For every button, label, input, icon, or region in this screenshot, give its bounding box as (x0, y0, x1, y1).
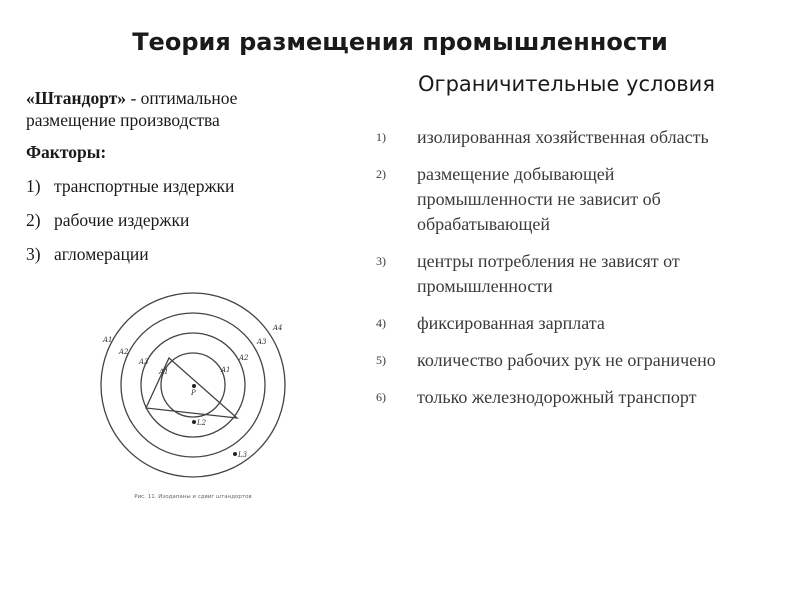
factor-item (26, 175, 326, 197)
constraint-number: 5) (376, 353, 386, 367)
constraints-heading: Ограничительные условия (418, 72, 715, 96)
constraint-item (376, 311, 776, 336)
constraint-item (376, 125, 776, 150)
constraint-text: количество рабочих рук не ограничено (417, 350, 716, 370)
label-a2-right: A2 (239, 354, 249, 362)
factor-item (26, 209, 326, 231)
constraint-number: 4) (376, 316, 386, 330)
point-p (192, 384, 196, 388)
left-column (26, 87, 326, 277)
constraint-item (376, 249, 776, 299)
point-l3 (233, 452, 237, 456)
factors-label: Факторы: (26, 142, 107, 162)
label-a4-right: A4 (273, 324, 283, 332)
standort-definition (26, 87, 326, 131)
standort-term: «Штандорт» (26, 88, 127, 108)
constraint-number: 2) (376, 167, 386, 181)
label-a1-outer: A1 (103, 336, 113, 344)
label-a1-right: A1 (221, 366, 231, 374)
constraint-number: 6) (376, 390, 386, 404)
label-a2-outer: A2 (119, 348, 129, 356)
factor-text: агломерации (54, 244, 149, 264)
constraint-number: 1) (376, 130, 386, 144)
constraint-item (376, 348, 776, 373)
factor-number: 1) (26, 176, 41, 196)
label-p: P (191, 389, 196, 397)
constraint-text: центры потребления не зависят от промышленности (417, 251, 680, 296)
constraint-number: 3) (376, 254, 386, 268)
page-title: Теория размещения промышленности (132, 28, 668, 56)
constraint-text: изолированная хозяйственная область (417, 127, 709, 147)
label-l2: L2 (197, 419, 207, 427)
factor-number: 3) (26, 244, 41, 264)
label-a3-right: A3 (257, 338, 267, 346)
figure-caption: Рис. 11. Изодапаны и сдвиг штандортов (134, 494, 252, 500)
label-l3: L3 (238, 451, 248, 459)
constraint-item (376, 162, 776, 237)
factor-item (26, 243, 326, 265)
point-l2 (192, 420, 196, 424)
constraint-item (376, 385, 776, 410)
factor-text: рабочие издержки (54, 210, 190, 230)
label-a3-outer: A3 (139, 358, 149, 366)
constraint-text: только железнодорожный транспорт (417, 387, 697, 407)
constraint-text: размещение добывающей промышленности не зависит об обрабатывающей (417, 164, 661, 234)
factor-text: транспортные издержки (54, 176, 235, 196)
constraints-list (376, 125, 776, 422)
label-a1-inner: A1 (159, 368, 169, 376)
isodapane-diagram (95, 290, 295, 505)
standort-description: - оптимальное размещение производства (26, 88, 238, 130)
factor-number: 2) (26, 210, 41, 230)
constraint-text: фиксированная зарплата (417, 313, 605, 333)
